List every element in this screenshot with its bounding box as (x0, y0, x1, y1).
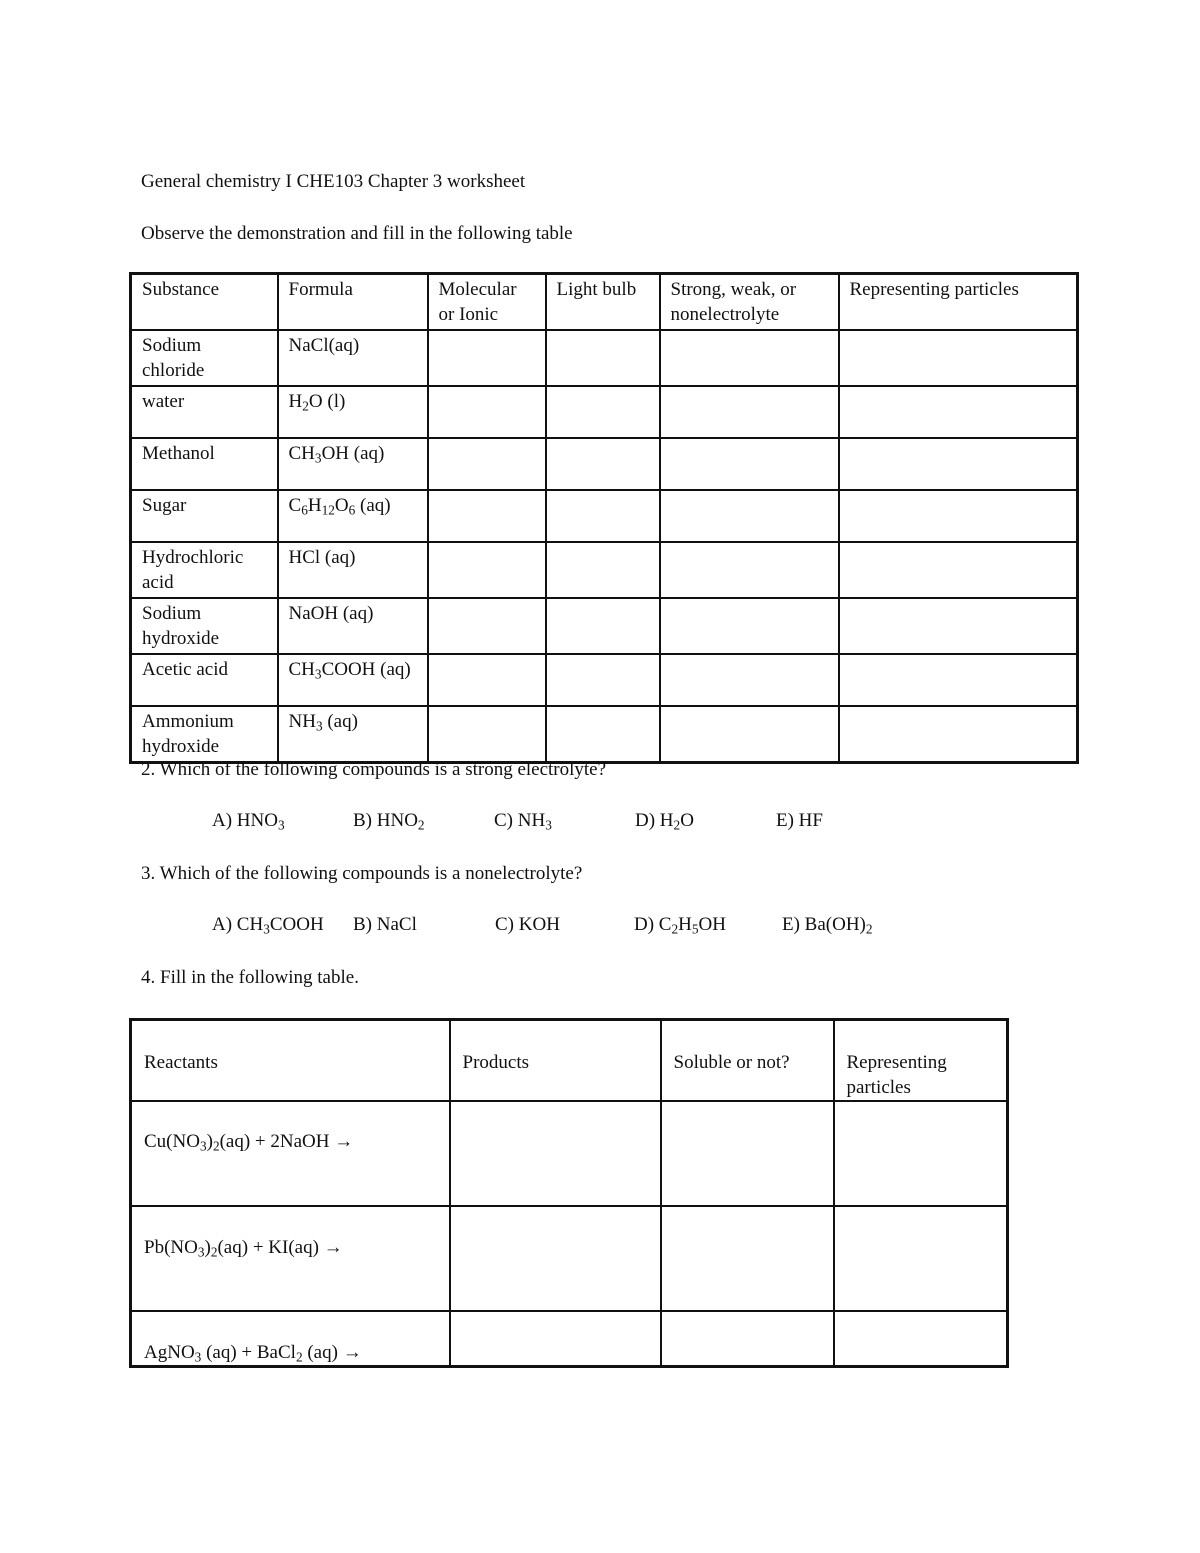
answer-cell[interactable] (546, 386, 660, 438)
choice-text: B) HNO (353, 810, 418, 831)
column-header: Representing particles (834, 1020, 1008, 1102)
formula-subscript: 12 (321, 502, 335, 518)
reaction-text: Cu(NO (144, 1131, 200, 1152)
answer-cell[interactable] (428, 386, 546, 438)
question-2: 2. Which of the following compounds is a strong electrolyte? (141, 759, 607, 780)
table-row (131, 1101, 1008, 1206)
column-header: Soluble or not? (661, 1020, 834, 1102)
formula-cell (278, 706, 428, 763)
question-3: 3. Which of the following compounds is a nonelectrolyte? (141, 863, 583, 884)
formula-cell (278, 490, 428, 542)
choice-text: B) NaCl (353, 914, 417, 935)
substance-cell: Sugar (131, 490, 278, 542)
formula-text: O (334, 495, 349, 516)
substance-cell: water (131, 386, 278, 438)
answer-cell[interactable] (660, 654, 839, 706)
choice-text: O (680, 810, 694, 831)
answer-cell[interactable] (428, 490, 546, 542)
answer-choice (495, 914, 560, 936)
formula-text: H (307, 495, 322, 516)
formula-cell (278, 598, 428, 654)
answer-cell[interactable] (834, 1206, 1008, 1311)
answer-cell[interactable] (428, 330, 546, 386)
substance-cell: Methanol (131, 438, 278, 490)
substance-cell: Ammonium hydroxide (131, 706, 278, 763)
answer-choice (635, 810, 694, 832)
reaction-text: (aq) + KI(aq) → (217, 1237, 343, 1258)
answer-choice (776, 810, 823, 832)
column-header: Reactants (131, 1020, 450, 1102)
formula-text: C (288, 495, 302, 516)
choice-subscript: 3 (277, 817, 285, 833)
answer-cell[interactable] (660, 330, 839, 386)
answer-cell[interactable] (450, 1101, 661, 1206)
answer-cell[interactable] (450, 1206, 661, 1311)
answer-choice (212, 810, 285, 832)
answer-cell[interactable] (546, 438, 660, 490)
formula-text: OH (aq) (321, 443, 385, 464)
formula-cell (278, 654, 428, 706)
table-row (131, 542, 1078, 598)
choice-text: A) CH (212, 914, 264, 935)
formula-subscript: 3 (314, 450, 322, 466)
answer-cell[interactable] (428, 438, 546, 490)
answer-cell[interactable] (834, 1101, 1008, 1206)
formula-text: HCl (aq) (288, 547, 356, 568)
answer-cell[interactable] (834, 1311, 1008, 1367)
reaction-text: (aq) → (302, 1342, 362, 1363)
answer-cell[interactable] (839, 386, 1078, 438)
answer-cell[interactable] (428, 654, 546, 706)
substance-cell: Acetic acid (131, 654, 278, 706)
reaction-text: Pb(NO (144, 1237, 198, 1258)
substance-cell: Sodium chloride (131, 330, 278, 386)
answer-cell[interactable] (839, 330, 1078, 386)
formula-subscript: 2 (302, 398, 309, 414)
table-row (131, 490, 1078, 542)
column-header: Molecular or Ionic (428, 274, 546, 331)
answer-cell[interactable] (839, 654, 1078, 706)
choice-subscript: 3 (545, 817, 552, 833)
question-4: 4. Fill in the following table. (141, 967, 359, 988)
formula-text: (aq) (355, 495, 391, 516)
answer-cell[interactable] (450, 1311, 661, 1367)
answer-cell[interactable] (428, 706, 546, 763)
reaction-subscript: 2 (295, 1349, 303, 1365)
answer-choice (353, 810, 425, 832)
formula-subscript: 6 (348, 502, 356, 518)
answer-cell[interactable] (428, 598, 546, 654)
choice-text: E) HF (776, 810, 823, 831)
choice-subscript: 2 (865, 921, 873, 937)
reaction-table-body (131, 1020, 1008, 1367)
column-header: Products (450, 1020, 661, 1102)
formula-text: CH (288, 443, 315, 464)
answer-cell[interactable] (839, 438, 1078, 490)
reactants-cell (131, 1101, 450, 1206)
answer-choice (494, 810, 552, 832)
choice-text: D) H (635, 810, 674, 831)
choice-text: E) Ba(OH) (782, 914, 866, 935)
table-row (131, 1311, 1008, 1367)
reaction-text: ) (204, 1237, 211, 1258)
answer-cell[interactable] (660, 706, 839, 763)
formula-text: NH (288, 711, 316, 732)
table-row (131, 598, 1078, 654)
answer-cell[interactable] (428, 542, 546, 598)
formula-text: COOH (aq) (321, 659, 411, 680)
formula-cell (278, 438, 428, 490)
formula-subscript: 3 (315, 718, 323, 734)
answer-cell[interactable] (661, 1101, 834, 1206)
formula-text: NaCl(aq) (288, 335, 360, 356)
column-header: Substance (131, 274, 278, 331)
answer-cell[interactable] (546, 706, 660, 763)
choice-text: A) HNO (212, 810, 278, 831)
choice-text: H (678, 914, 692, 935)
answer-cell[interactable] (546, 654, 660, 706)
answer-choice (353, 914, 417, 936)
reaction-subscript: 3 (194, 1349, 202, 1365)
reaction-subscript: 2 (212, 1138, 220, 1154)
choice-subscript: 2 (671, 921, 679, 937)
answer-choice (782, 914, 873, 936)
reaction-subscript: 3 (199, 1138, 207, 1154)
choice-subscript: 3 (263, 921, 270, 937)
choice-text: C) KOH (495, 914, 560, 935)
column-header: Formula (278, 274, 428, 331)
instructions: Observe the demonstration and fill in the following table (141, 223, 573, 244)
answer-cell[interactable] (546, 330, 660, 386)
formula-cell (278, 330, 428, 386)
formula-subscript: 6 (301, 502, 308, 518)
table-row (131, 1206, 1008, 1311)
formula-cell (278, 386, 428, 438)
answer-cell[interactable] (546, 542, 660, 598)
choice-subscript: 2 (673, 817, 681, 833)
answer-cell[interactable] (839, 706, 1078, 763)
choice-text: D) C (634, 914, 672, 935)
answer-cell[interactable] (661, 1206, 834, 1311)
answer-choice (212, 914, 324, 936)
formula-text: NaOH (aq) (288, 603, 374, 624)
answer-cell[interactable] (660, 542, 839, 598)
table-header-row (131, 274, 1078, 331)
formula-text: (aq) (322, 711, 358, 732)
reaction-text: AgNO (144, 1342, 195, 1363)
formula-text: H (288, 391, 303, 412)
choice-subscript: 2 (417, 817, 425, 833)
answer-cell[interactable] (660, 598, 839, 654)
substance-cell: Sodium hydroxide (131, 598, 278, 654)
choice-text: C) NH (494, 810, 546, 831)
worksheet-title: General chemistry I CHE103 Chapter 3 worksheet (141, 171, 526, 192)
reaction-text: (aq) + BaCl (201, 1342, 296, 1363)
answer-cell[interactable] (661, 1311, 834, 1367)
column-header: Representing particles (839, 274, 1078, 331)
reaction-text: ) (206, 1131, 213, 1152)
formula-text: CH (288, 659, 315, 680)
answer-choice (634, 914, 726, 936)
answer-cell[interactable] (546, 490, 660, 542)
electrolyte-table-body (131, 274, 1078, 763)
reactants-cell (131, 1311, 450, 1367)
table-row (131, 330, 1078, 386)
formula-subscript: 3 (314, 666, 322, 682)
answer-cell[interactable] (546, 598, 660, 654)
answer-cell[interactable] (660, 438, 839, 490)
answer-cell[interactable] (839, 490, 1078, 542)
column-header: Light bulb (546, 274, 660, 331)
answer-cell[interactable] (839, 542, 1078, 598)
table-header-row (131, 1020, 1008, 1102)
electrolyte-table (129, 272, 1079, 764)
table-row (131, 654, 1078, 706)
table-row (131, 386, 1078, 438)
reaction-text: (aq) + 2NaOH → (219, 1131, 354, 1152)
column-header: Strong, weak, or nonelectrolyte (660, 274, 839, 331)
choice-text: OH (698, 914, 726, 935)
formula-text: O (l) (308, 391, 346, 412)
answer-cell[interactable] (660, 386, 839, 438)
reactants-cell (131, 1206, 450, 1311)
substance-cell: Hydrochloric acid (131, 542, 278, 598)
table-row (131, 706, 1078, 763)
choice-text: COOH (269, 914, 324, 935)
reaction-subscript: 2 (210, 1244, 218, 1260)
reaction-subscript: 3 (197, 1244, 205, 1260)
choice-subscript: 5 (691, 921, 699, 937)
reaction-table (129, 1018, 1009, 1368)
answer-cell[interactable] (660, 490, 839, 542)
table-row (131, 438, 1078, 490)
formula-cell (278, 542, 428, 598)
answer-cell[interactable] (839, 598, 1078, 654)
